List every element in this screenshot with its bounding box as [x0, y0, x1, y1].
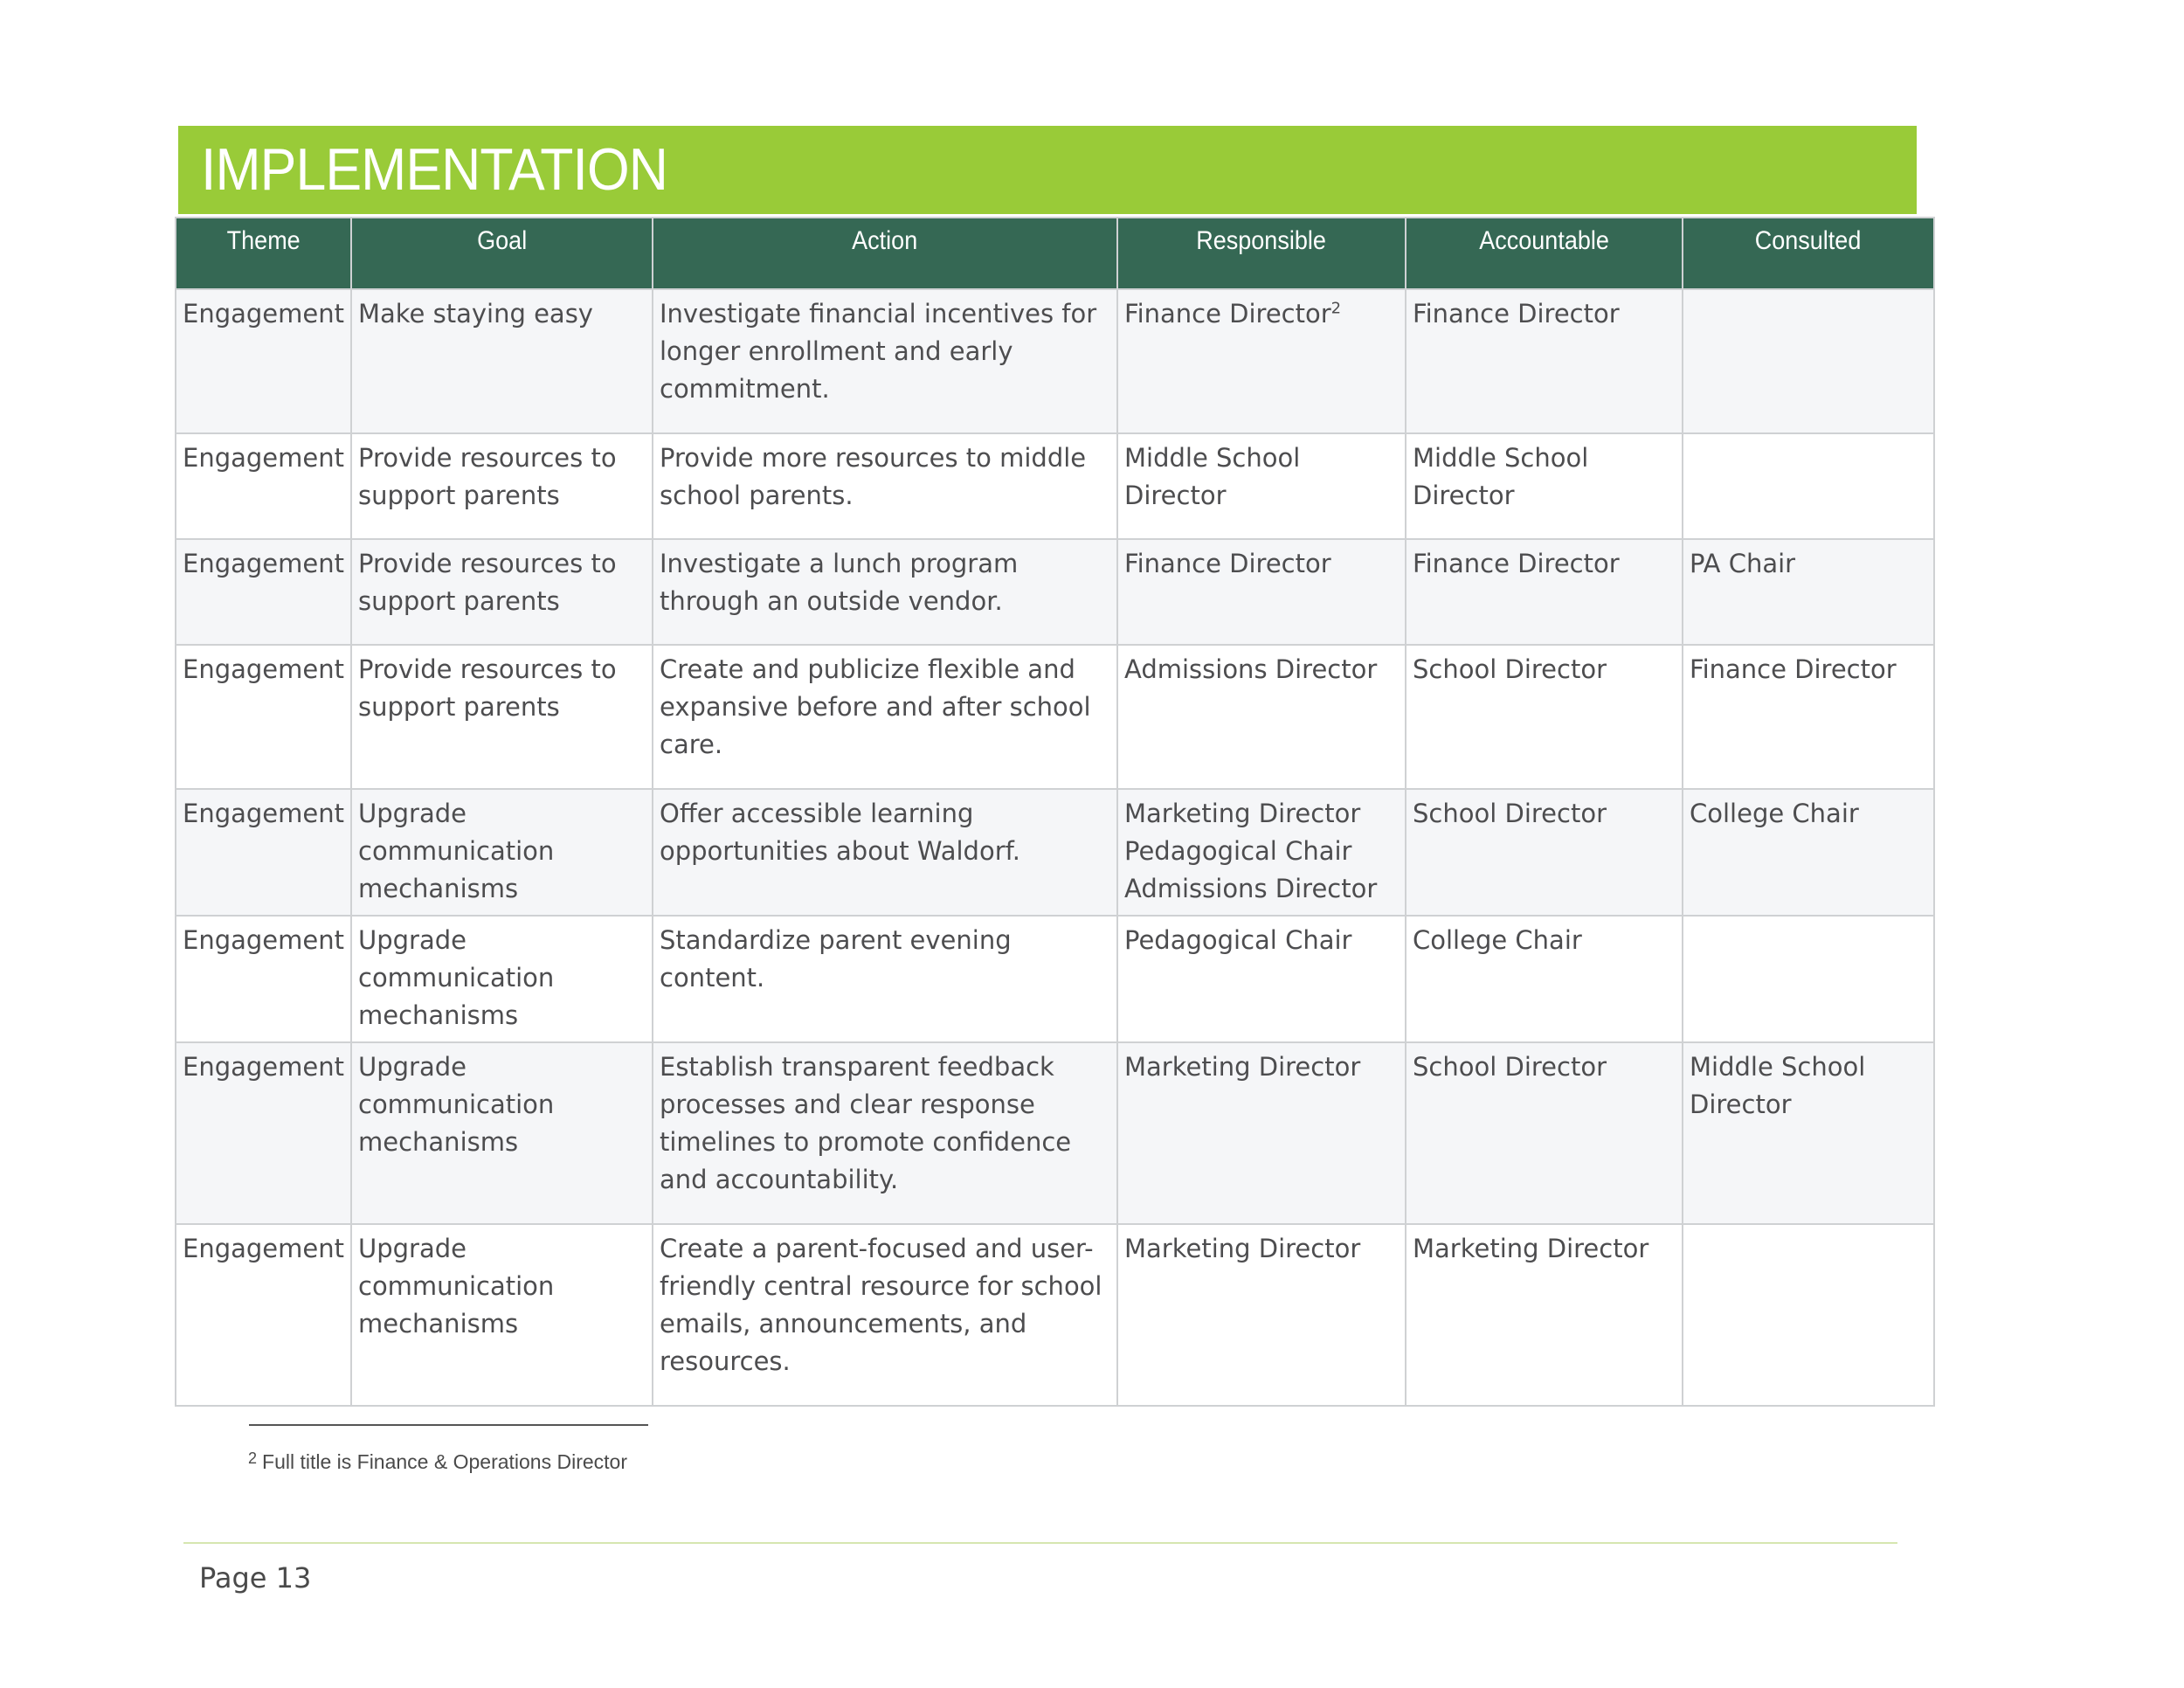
cell-action: Investigate financial incentives for longer enrollment and early commitment. [653, 289, 1117, 433]
cell-theme: Engagement [176, 789, 351, 916]
cell-accountable: Middle School Director [1406, 433, 1683, 539]
cell-accountable: School Director [1406, 789, 1683, 916]
cell-consulted: Finance Director [1683, 645, 1934, 789]
cell-action: Investigate a lunch program through an outside vendor. [653, 539, 1117, 645]
cell-accountable: School Director [1406, 1042, 1683, 1224]
column-header-theme: Theme [176, 218, 351, 289]
cell-accountable: School Director [1406, 645, 1683, 789]
cell-responsible [1117, 289, 1406, 433]
table-row [176, 916, 1934, 1042]
table-row [176, 289, 1934, 433]
footer-divider [183, 1542, 1897, 1544]
footnote-separator [249, 1424, 648, 1426]
cell-responsible: Finance Director [1117, 539, 1406, 645]
cell-action: Standardize parent evening content. [653, 916, 1117, 1042]
cell-responsible: Marketing Director Pedagogical Chair Admissions Director [1117, 789, 1406, 916]
implementation-table [175, 217, 1935, 1407]
cell-responsible: Middle School Director [1117, 433, 1406, 539]
cell-goal: Provide resources to support parents [351, 433, 653, 539]
cell-action: Provide more resources to middle school parents. [653, 433, 1117, 539]
column-header-accountable: Accountable [1406, 218, 1683, 289]
table-row [176, 1224, 1934, 1406]
cell-consulted: Middle School Director [1683, 1042, 1934, 1224]
cell-action: Establish transparent feedback processes and clear response timelines to promote confidence and accountability. [653, 1042, 1117, 1224]
cell-responsible: Admissions Director [1117, 645, 1406, 789]
cell-responsible: Marketing Director [1117, 1224, 1406, 1406]
page-number: Page 13 [199, 1561, 312, 1595]
footnote-reference: 2 [1330, 299, 1342, 318]
cell-consulted [1683, 916, 1934, 1042]
cell-theme: Engagement [176, 1224, 351, 1406]
cell-accountable: College Chair [1406, 916, 1683, 1042]
cell-goal: Upgrade communication mechanisms [351, 1224, 653, 1406]
table-header-row [176, 218, 1934, 289]
cell-consulted [1683, 289, 1934, 433]
cell-goal: Provide resources to support parents [351, 539, 653, 645]
cell-goal: Make staying easy [351, 289, 653, 433]
cell-action: Offer accessible learning opportunities about Waldorf. [653, 789, 1117, 916]
cell-goal: Upgrade communication mechanisms [351, 916, 653, 1042]
table-row [176, 433, 1934, 539]
cell-accountable: Marketing Director [1406, 1224, 1683, 1406]
cell-consulted: PA Chair [1683, 539, 1934, 645]
cell-goal: Provide resources to support parents [351, 645, 653, 789]
cell-consulted: College Chair [1683, 789, 1934, 916]
cell-theme: Engagement [176, 433, 351, 539]
footnote [248, 1449, 627, 1475]
cell-theme: Engagement [176, 916, 351, 1042]
cell-consulted [1683, 433, 1934, 539]
table-row [176, 645, 1934, 789]
cell-accountable: Finance Director [1406, 539, 1683, 645]
column-header-action: Action [653, 218, 1117, 289]
responsible-text: Finance Director [1124, 299, 1331, 329]
cell-goal: Upgrade communication mechanisms [351, 1042, 653, 1224]
cell-responsible: Pedagogical Chair [1117, 916, 1406, 1042]
footnote-text: Full title is Finance & Operations Director [262, 1450, 628, 1473]
cell-accountable: Finance Director [1406, 289, 1683, 433]
cell-consulted [1683, 1224, 1934, 1406]
cell-theme: Engagement [176, 645, 351, 789]
table-row [176, 1042, 1934, 1224]
section-banner [178, 126, 1917, 214]
table-row [176, 539, 1934, 645]
column-header-consulted: Consulted [1683, 218, 1934, 289]
table-row [176, 789, 1934, 916]
footnote-mark: 2 [248, 1449, 258, 1467]
cell-action: Create and publicize flexible and expansive before and after school care. [653, 645, 1117, 789]
section-title: IMPLEMENTATION [201, 136, 667, 203]
cell-theme: Engagement [176, 1042, 351, 1224]
cell-action: Create a parent-focused and user-friendly central resource for school emails, announcements, and resources. [653, 1224, 1117, 1406]
cell-theme: Engagement [176, 289, 351, 433]
cell-responsible: Marketing Director [1117, 1042, 1406, 1224]
column-header-responsible: Responsible [1117, 218, 1406, 289]
column-header-goal: Goal [351, 218, 653, 289]
cell-theme: Engagement [176, 539, 351, 645]
cell-goal: Upgrade communication mechanisms [351, 789, 653, 916]
